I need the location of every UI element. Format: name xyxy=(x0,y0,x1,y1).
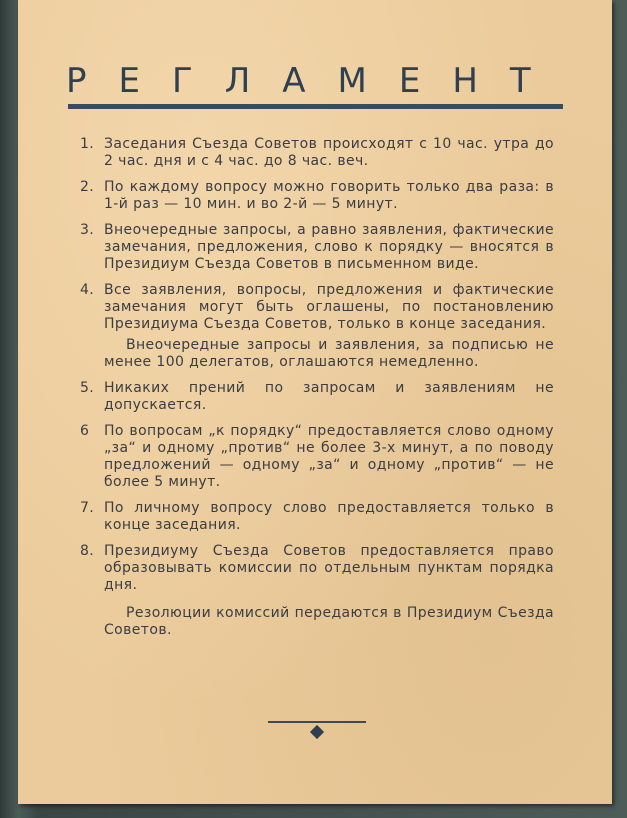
rule-number: 1. xyxy=(80,136,95,152)
rule-text: Никаких прений по запросам и заявлениям не допускается. xyxy=(104,380,554,413)
rule-text: По каждому вопросу можно говорить только два раза: в 1-й раз — 10 мин. и во 2-й — 5 минут. xyxy=(104,179,554,212)
rule-number: 2. xyxy=(80,179,95,195)
page-title: РЕГЛАМЕНТ xyxy=(66,61,563,101)
rule-number: 7. xyxy=(80,500,95,516)
rule-note-paragraph: Резолюции комиссий передаются в Президиум Съезда Советов. xyxy=(104,605,554,638)
rule-number: 5. xyxy=(80,380,95,396)
title-underline xyxy=(68,104,563,109)
rule-item xyxy=(76,380,554,414)
rule-number: 3. xyxy=(80,222,95,238)
rule-text: Заседания Съезда Советов происходят с 10 час. утра до 2 час. дня и с 4 час. до 8 час. веч. xyxy=(104,136,554,169)
rule-item xyxy=(76,500,554,534)
document-page xyxy=(18,0,612,804)
rule-item xyxy=(76,543,554,594)
rule-item xyxy=(76,179,554,213)
rule-number: 8. xyxy=(80,543,95,559)
diamond-ornament-icon xyxy=(310,725,324,739)
rule-text: Президиуму Съезда Советов предоставляется право образовывать комиссии по отдельным пунктам порядка дня. xyxy=(104,543,554,593)
rule-text: Внеочередные запросы, а равно заявления, фактические замечания, предложения, слово к порядку — вносятся в Президиум Съезда Советов в письменном виде. xyxy=(104,222,554,272)
rule-text: По вопросам „к порядку“ предоставляется слово одному „за“ и одному „против“ не более 3-х минут, а по поводу предложений — одному „за“ и одному „против“ — не более 5 минут. xyxy=(104,423,554,490)
bottom-divider xyxy=(268,721,366,723)
rule-text: По личному вопросу слово предоставляется только в конце заседания. xyxy=(104,500,554,533)
rule-item xyxy=(76,136,554,170)
rule-text: Все заявления, вопросы, предложения и фактические замечания могут быть оглашены, по постановлению Президиума Съезда Советов, только в конце заседания. xyxy=(104,282,554,332)
rule-item xyxy=(76,222,554,273)
rule-note-paragraph: Внеочередные запросы и заявления, за подписью не менее 100 делегатов, оглашаются немедленно. xyxy=(104,337,554,370)
rules-list xyxy=(76,136,554,648)
rule-item xyxy=(76,282,554,333)
rule-item xyxy=(76,423,554,491)
rule-number: 4. xyxy=(80,282,95,298)
rule-number: 6 xyxy=(80,423,90,439)
